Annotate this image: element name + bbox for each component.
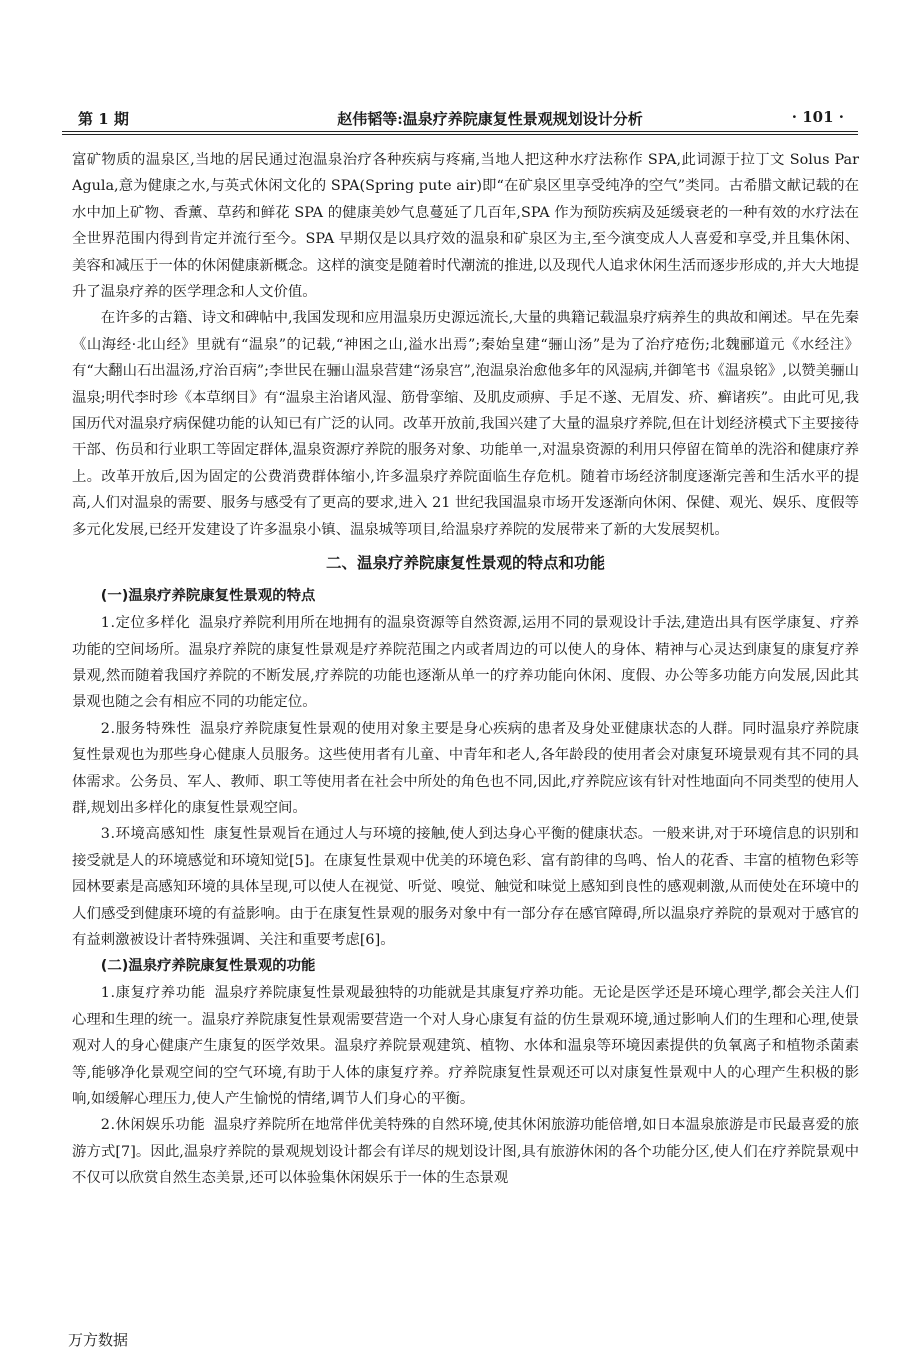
- item-text: 温泉疗养院康复性景观的使用对象主要是身心疾病的患者及身处亚健康状态的人群。同时温泉疗养院康复性景观也为那些身心健康人员服务。这些使用者有儿童、中青年和老人,各年龄段的使用者会对康复环境景观有其不同的具体需求。公务员、军人、教师、职工等使用者在社会中所处的角色也不同,因此,疗养院应该有针对性地面向不同类型的使用人群,规划出多样化的康复性景观空间。: [72, 720, 859, 816]
- page-number: · 101 ·: [791, 108, 844, 126]
- header-rule-thin: [62, 134, 858, 135]
- subsection-heading-functions: (二)温泉疗养院康复性景观的功能: [100, 958, 316, 975]
- article-body: [72, 147, 859, 1192]
- running-header: [62, 104, 858, 134]
- function-item-2: [72, 1112, 859, 1191]
- section-heading: 二、温泉疗养院康复性景观的特点和功能: [325, 554, 605, 573]
- item-lead: 3.环境高感知性: [100, 826, 206, 843]
- item-lead: 1.康复疗养功能: [100, 985, 206, 1002]
- paragraph-china-history: 在许多的古籍、诗文和碑帖中,我国发现和应用温泉历史源远流长,大量的典籍记载温泉疗病养生的典故和阐述。早在先秦《山海经·北山经》里就有“温泉”的记载,“神困之山,溢水出焉”;秦始皇建“骊山汤”是为了治疗疮伤;北魏郦道元《水经注》有“大翻山石出温汤,疗治百病”;李世民在骊山温泉营建“汤泉宫”,泡温泉治愈他多年的风湿病,并御笔书《温泉铭》,以赞美骊山温泉;明代李时珍《本草纲目》有“温泉主治诸风湿、筋骨挛缩、及肌皮顽痹、手足不遂、无眉发、疥、癣诸疾”。由此可见,我国历代对温泉疗病保健功能的认知已有广泛的认同。改革开放前,我国兴建了大量的温泉疗养院,但在计划经济模式下主要接待干部、伤员和行业职工等固定群体,温泉资源疗养院的服务对象、功能单一,对温泉资源的利用只停留在简单的洗浴和健康疗养上。改革开放后,因为固定的公费消费群体缩小,许多温泉疗养院面临生存危机。随着市场经济制度逐渐完善和生活水平的提高,人们对温泉的需要、服务与感受有了更高的要求,进入 21 世纪我国温泉市场开发逐渐向休闲、保健、观光、娱乐、度假等多元化发展,已经开发建设了许多温泉小镇、温泉城等项目,给温泉疗养院的发展带来了新的大发展契机。: [72, 310, 859, 538]
- item-text: 温泉疗养院所在地常伴优美特殊的自然环境,使其休闲旅游功能倍增,如日本温泉旅游是市民最喜爱的旅游方式[7]。因此,温泉疗养院的景观规划设计都会有详尽的规划设计图,具有旅游休闲的各个功能分区,使人们在疗养院景观中不仅可以欣赏自然生态美景,还可以体验集休闲娱乐于一体的生态景观: [72, 1117, 859, 1187]
- item-text: 温泉疗养院康复性景观最独特的功能就是其康复疗养功能。无论是医学还是环境心理学,都会关注人们心理和生理的统一。温泉疗养院康复性景观需要营造一个对人身心康复有益的仿生景观环境,通过影响人们的生理和心理,使景观对人的身心健康产生康复的医学效果。温泉疗养院景观建筑、植物、水体和温泉等环境因素提供的负氧离子和植物杀菌素等,能够净化景观空间的空气环境,有助于人体的康复疗养。疗养院康复性景观还可以对康复性景观中人的心理产生积极的影响,如缓解心理压力,使人产生愉悦的情绪,调节人们身心的平衡。: [72, 985, 860, 1107]
- item-text: 康复性景观旨在通过人与环境的接触,使人到达身心平衡的健康状态。一般来讲,对于环境信息的识别和接受就是人的环境感觉和环境知觉[5]。在康复性景观中优美的环境色彩、富有韵律的鸟鸣、怡人的花香、丰富的植物色彩等园林要素是高感知环境的具体呈现,可以使人在视觉、听觉、嗅觉、触觉和味觉上感知到良性的感观刺激,从而使处在环境中的人们感受到健康环境的有益影响。由于在康复性景观的服务对象中有一部分存在感官障碍,所以温泉疗养院的景观对于感官的有益刺激被设计者特殊强调、关注和重要考虑[6]。: [72, 826, 859, 948]
- function-item-1: [72, 980, 859, 1112]
- header-rule: [62, 131, 858, 132]
- subsection-heading-features: (一)温泉疗养院康复性景观的特点: [100, 588, 316, 605]
- running-title: 赵伟韬等:温泉疗养院康复性景观规划设计分析: [337, 110, 643, 128]
- feature-item-3: [72, 821, 859, 953]
- item-lead: 2.服务特殊性: [100, 720, 192, 737]
- paragraph-spa-origin: 富矿物质的温泉区,当地的居民通过泡温泉治疗各种疾病与疼痛,当地人把这种水疗法称作 SPA,此词源于拉丁文 Solus Par Agula,意为健康之水,与英式休闲文化的 SPA(Spring pute air)即“在矿泉区里享受纯净的空气”类同。古希腊文献记载的在水中加上矿物、香薰、草药和鲜花 SPA 的健康美妙气息蔓延了几百年,SPA 作为预防疾病及延缓衰老的一种有效的水疗法在全世界范围内得到肯定并流行至今。SPA 早期仅是以具疗效的温泉和矿泉区为主,至今演变成人人喜爱和享受,并且集休闲、美容和减压于一体的休闲健康新概念。这样的演变是随着时代潮流的推进,以及现代人追求休闲生活而逐步形成的,并大大地提升了温泉疗养的医学理念和人文价值。: [72, 152, 859, 301]
- item-lead: 2.休闲娱乐功能: [100, 1117, 206, 1134]
- item-text: 温泉疗养院利用所在地拥有的温泉资源等自然资源,运用不同的景观设计手法,建造出具有医学康复、疗养功能的空间场所。温泉疗养院的康复性景观是疗养院范围之内或者周边的可以使人的身体、精神与心灵达到康复的康复疗养景观,然而随着我国疗养院的不断发展,疗养院的功能也逐渐从单一的疗养功能向休闲、度假、办公等多功能方向发展,因此其景观也随之会有相应不同的功能定位。: [72, 615, 859, 711]
- issue-number: 第 1 期: [78, 110, 129, 128]
- item-lead: 1.定位多样化: [100, 615, 191, 632]
- feature-item-2: [72, 716, 859, 822]
- feature-item-1: [72, 610, 859, 716]
- footer-watermark: 万方数据: [68, 1331, 129, 1349]
